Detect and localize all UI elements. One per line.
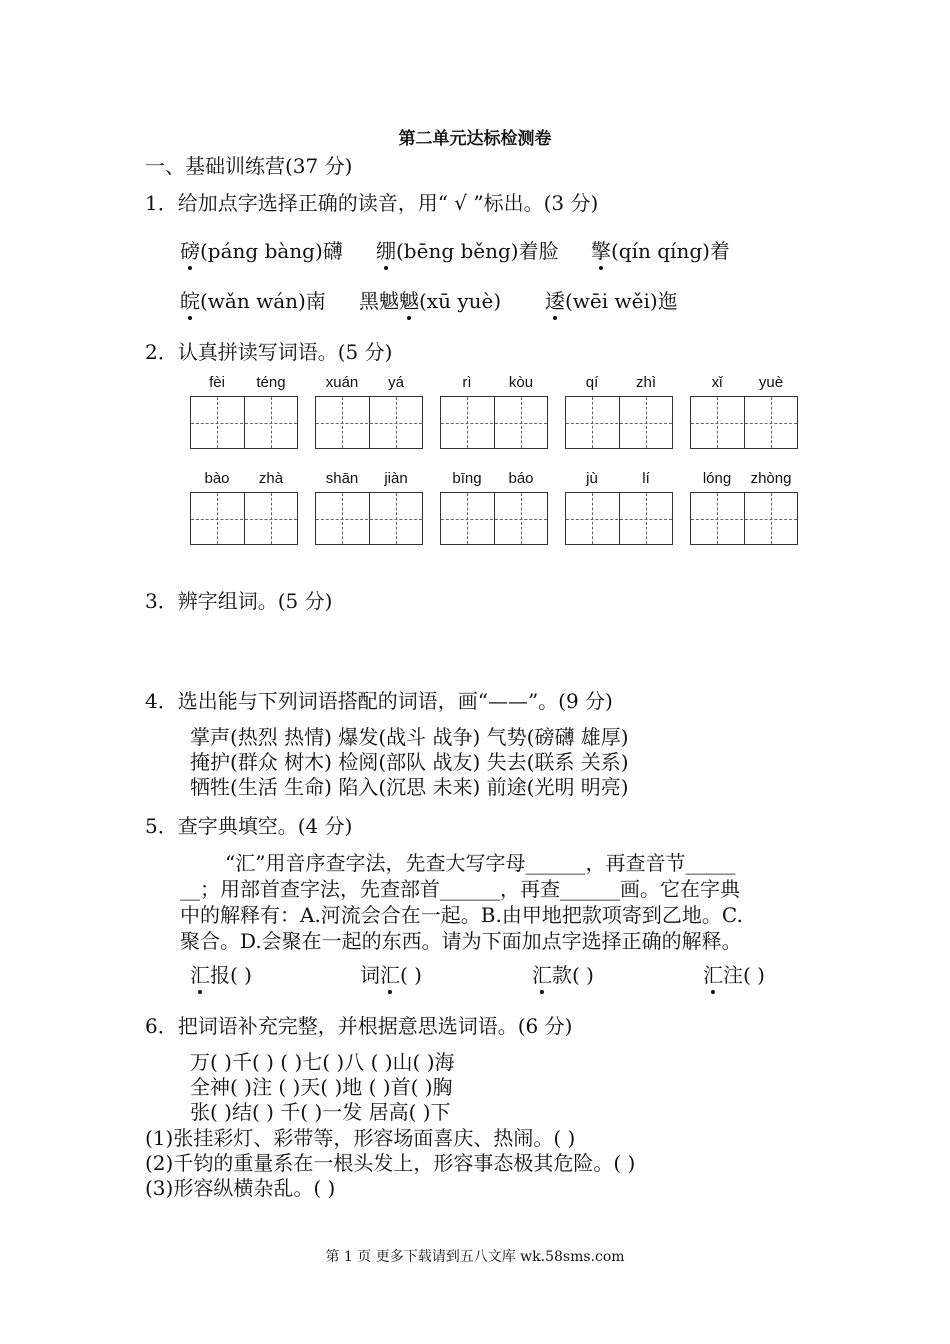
q5-paragraph-line: 中的解释有：A.河流会合在一起。B.由甲地把款项寄到乙地。C.: [180, 903, 743, 927]
q4-line: 牺牲(生活 生命) 陷入(沉思 未来) 前途(光明 明亮): [190, 775, 629, 799]
writing-box[interactable]: [565, 492, 673, 545]
q1-item: 黑魆魆(xū yuè): [359, 285, 501, 314]
q4-line: 掩护(群众 树木) 检阅(部队 战友) 失去(联系 关系): [190, 750, 629, 774]
pinyin: lóng: [702, 470, 732, 487]
pinyin: lí: [642, 470, 650, 487]
writing-box[interactable]: [565, 396, 673, 449]
page-footer: 第 1 页 更多下载请到五八文库 wk.58sms.com: [325, 1249, 625, 1265]
q5-item: 汇注( ): [703, 959, 765, 988]
q4-heading: 4．选出能与下列词语搭配的词语，画“——”。(9 分): [145, 689, 613, 713]
pinyin: zhà: [258, 470, 284, 487]
q1-item: 皖(wǎn wán)南: [180, 285, 326, 314]
pinyin: jiàn: [384, 470, 408, 487]
pinyin: bào: [204, 470, 230, 487]
pinyin: kòu: [508, 374, 534, 391]
writing-box[interactable]: [315, 396, 423, 449]
q3-heading: 3．辨字组词。(5 分): [145, 589, 333, 613]
pinyin: yuè: [758, 374, 784, 391]
pinyin: xǐ: [711, 374, 723, 391]
pinyin: zhòng: [750, 470, 792, 487]
writing-box[interactable]: [190, 492, 298, 545]
q1-item: 逶(wēi wěi)迤: [545, 285, 678, 314]
q5-item: 汇报( ): [190, 959, 252, 988]
pinyin: qí: [585, 374, 599, 391]
pinyin: bīng: [452, 470, 482, 487]
writing-box[interactable]: [440, 492, 548, 545]
section-heading-1: 一、基础训练营(37 分): [145, 154, 353, 178]
q5-paragraph-line: 聚合。D.会聚在一起的东西。请为下面加点字选择正确的解释。: [180, 929, 742, 953]
writing-box[interactable]: [690, 492, 798, 545]
q6-answer-line: (3)形容纵横杂乱。( ): [145, 1176, 336, 1200]
q5-paragraph-line: __；用部首查字法，先查部首______，再查______画。它在字典: [180, 877, 740, 901]
q1-item: 擎(qín qíng)着: [591, 235, 730, 264]
pinyin: jù: [586, 470, 598, 487]
q1-item: 绷(bēng běng)着脸: [376, 235, 559, 264]
q5-item: 词汇( ): [360, 959, 422, 988]
writing-box[interactable]: [690, 396, 798, 449]
pinyin: báo: [508, 470, 534, 487]
q4-line: 掌声(热烈 热情) 爆发(战斗 战争) 气势(磅礴 雄厚): [190, 725, 629, 749]
q6-line: 张( )结( ) 千( )一发 居高( )下: [190, 1100, 451, 1124]
pinyin: yá: [388, 374, 404, 391]
pinyin: téng: [256, 374, 286, 391]
pinyin: rì: [462, 374, 472, 391]
q1-heading: 1．给加点字选择正确的读音，用“ √ ”标出。(3 分): [145, 191, 599, 215]
q2-heading: 2．认真拼读写词语。(5 分): [145, 340, 393, 364]
pinyin: zhì: [635, 374, 656, 391]
page-title: 第二单元达标检测卷: [398, 129, 552, 149]
q5-paragraph-line: “汇”用音序查字法，先查大写字母______，再查音节_____: [225, 851, 736, 875]
writing-box[interactable]: [440, 396, 548, 449]
q6-answer-line: (2)千钧的重量系在一根头发上，形容事态极其危险。( ): [145, 1151, 636, 1175]
pinyin: xuán: [325, 374, 359, 391]
q6-answer-line: (1)张挂彩灯、彩带等，形容场面喜庆、热闹。( ): [145, 1126, 576, 1150]
writing-box[interactable]: [190, 396, 298, 449]
q5-heading: 5．查字典填空。(4 分): [145, 814, 353, 838]
pinyin: fèi: [209, 374, 225, 391]
pinyin: shān: [325, 470, 359, 487]
q6-line: 全神( )注 ( )天( )地 ( )首( )胸: [190, 1075, 453, 1099]
q6-line: 万( )千( ) ( )七( )八 ( )山( )海: [190, 1050, 455, 1074]
q6-heading: 6．把词语补充完整，并根据意思选词语。(6 分): [145, 1014, 573, 1038]
q5-item: 汇款( ): [532, 959, 594, 988]
q1-item: 磅(páng bàng)礴: [180, 235, 343, 264]
writing-box[interactable]: [315, 492, 423, 545]
